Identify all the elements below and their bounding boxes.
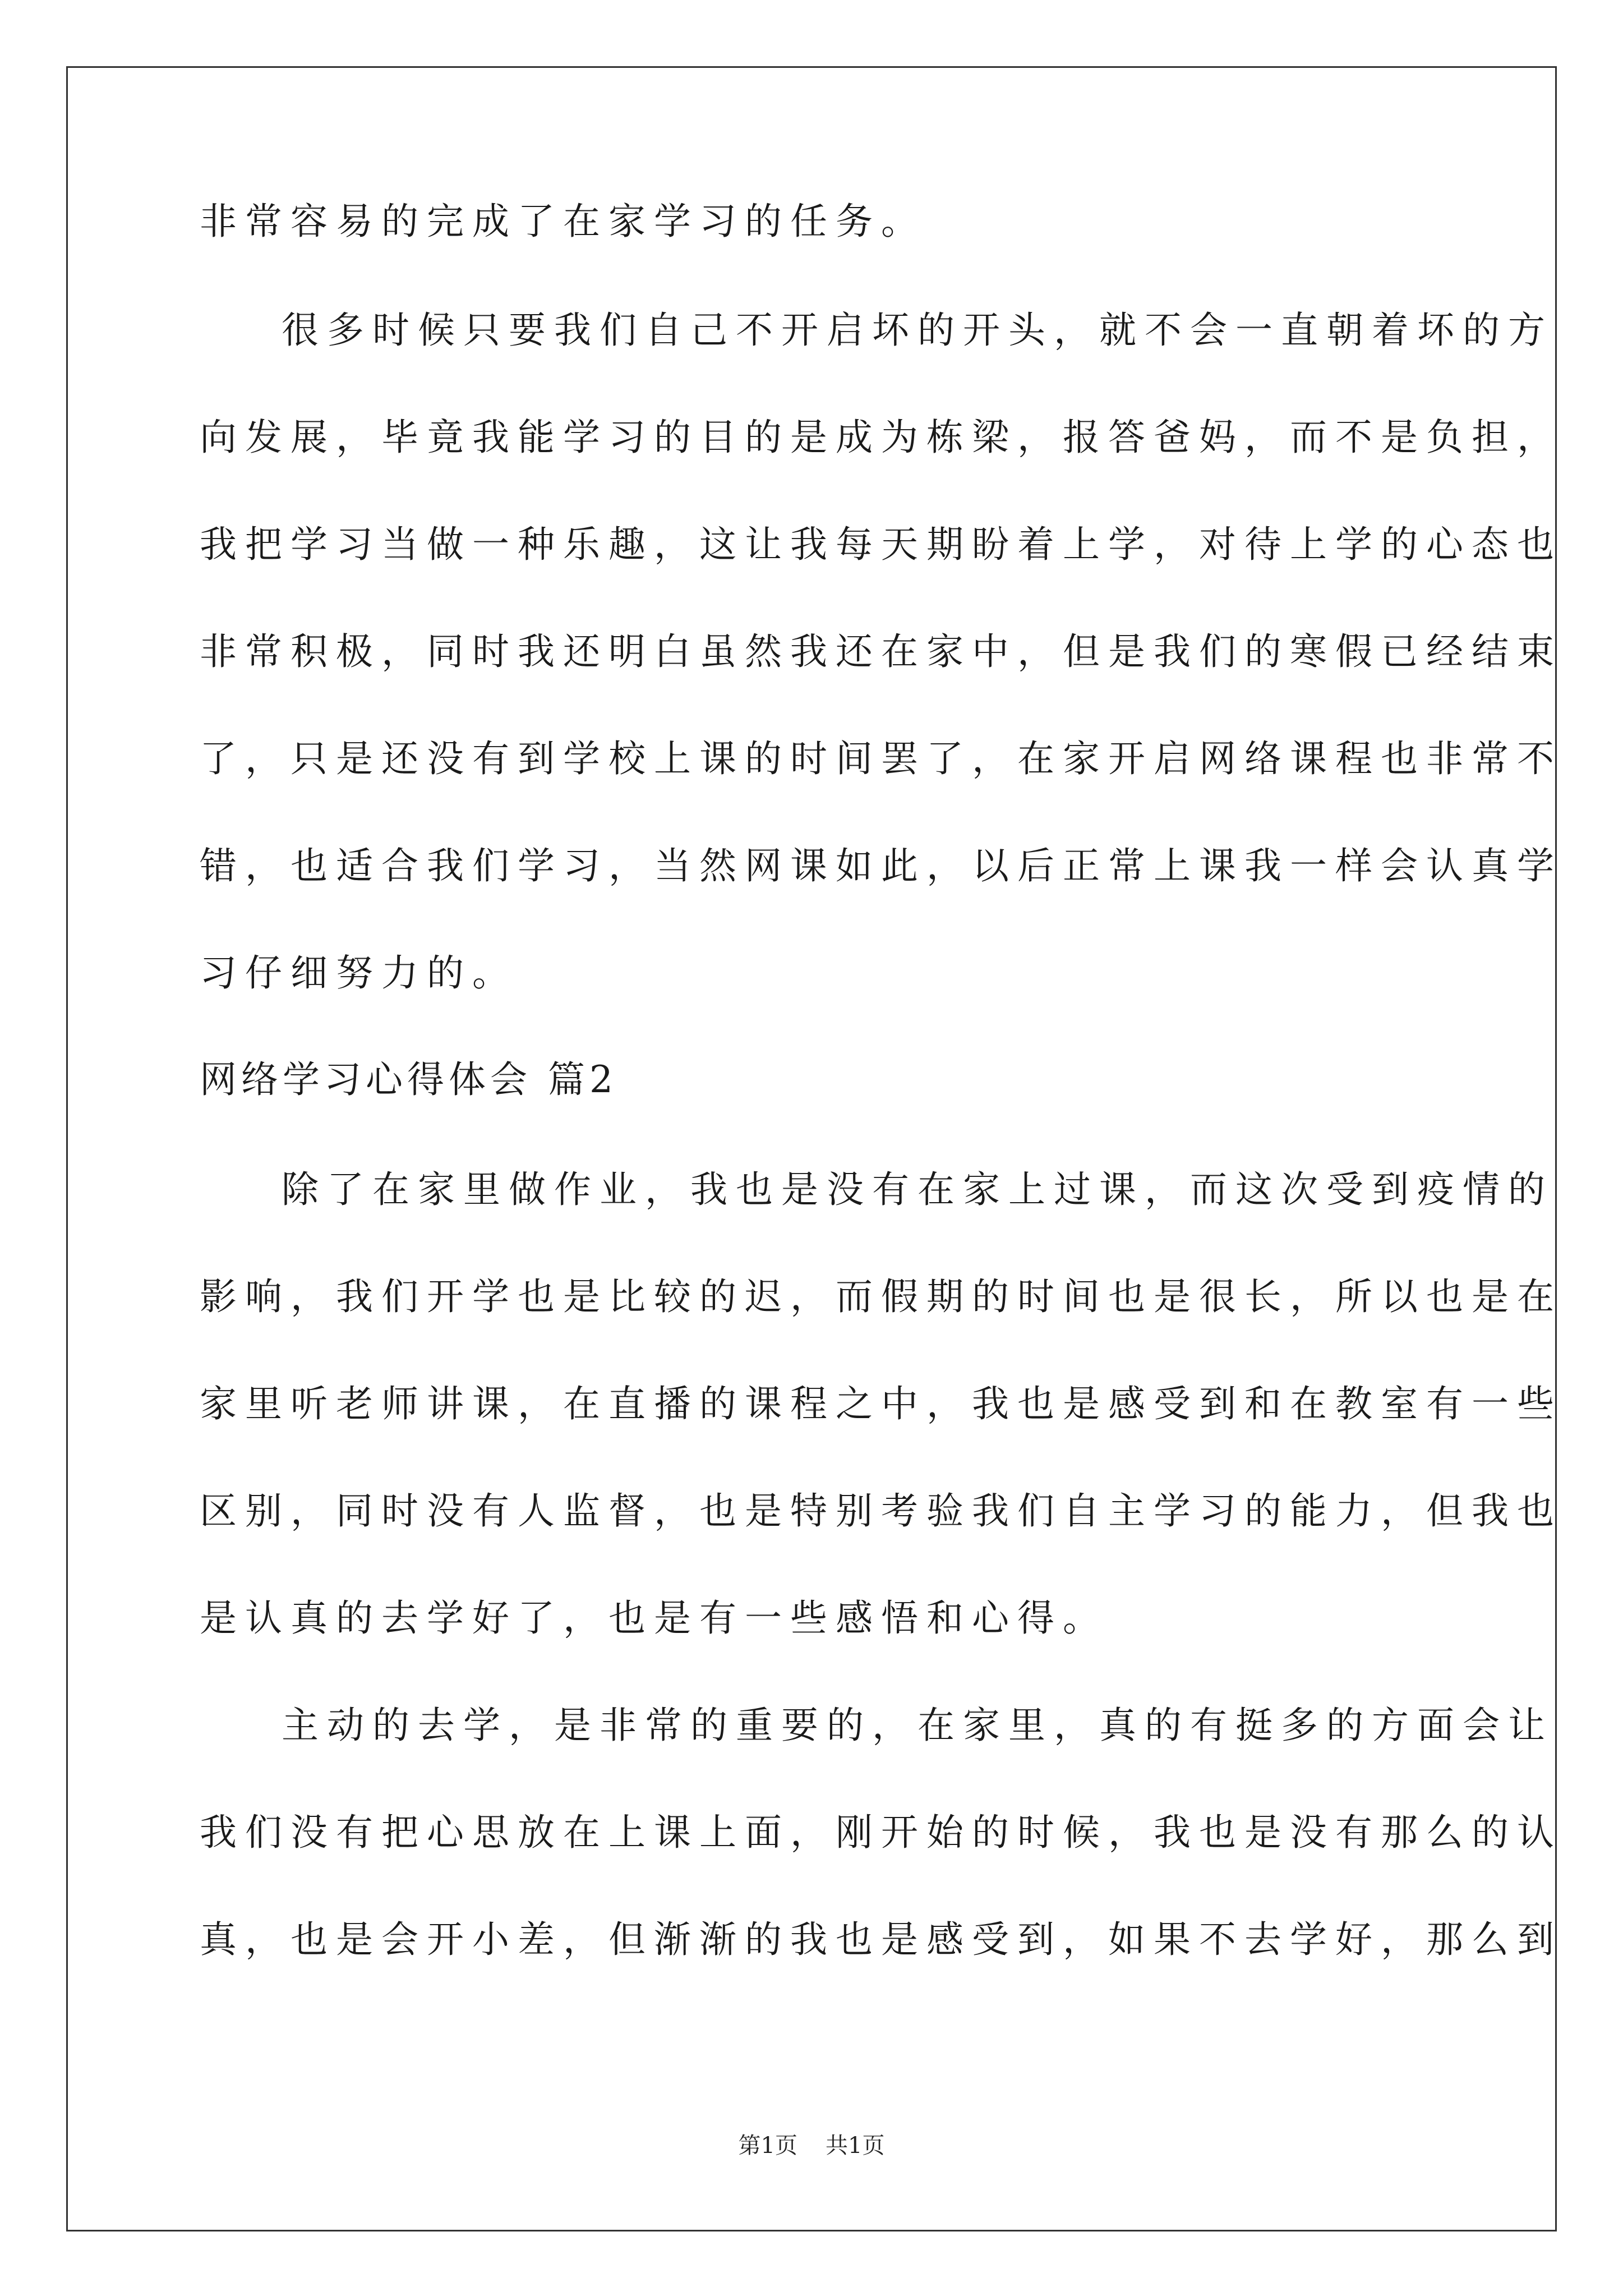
paragraph-first-line: 主动的去学，是非常的重要的，在家里，真的有挺多的方面会让 (282, 1704, 1553, 1747)
paragraph-first-line: 除了在家里做作业，我也是没有在家上过课，而这次受到疫情的 (282, 1168, 1553, 1211)
page-border (66, 66, 1557, 2231)
text-line: 非常容易的完成了在家学习的任务。 (200, 200, 926, 243)
text-line: 我把学习当做一种乐趣，这让我每天期盼着上学，对待上学的心态也 (200, 523, 1562, 566)
page-total: 共1页 (826, 2133, 885, 2159)
text-line: 家里听老师讲课，在直播的课程之中，我也是感受到和在教室有一些 (200, 1382, 1562, 1425)
text-line: 错，也适合我们学习，当然网课如此，以后正常上课我一样会认真学 (200, 844, 1562, 887)
page-footer (0, 2132, 1623, 2160)
text-line: 习仔细努力的。 (200, 951, 518, 995)
text-line: 我们没有把心思放在上课上面，刚开始的时候，我也是没有那么的认 (200, 1811, 1562, 1854)
text-line: 了，只是还没有到学校上课的时间罢了，在家开启网络课程也非常不 (200, 737, 1562, 780)
text-line: 影响，我们开学也是比较的迟，而假期的时间也是很长，所以也是在 (200, 1275, 1562, 1318)
text-line: 非常积极，同时我还明白虽然我还在家中，但是我们的寒假已经结束 (200, 630, 1562, 673)
text-line: 真，也是会开小差，但渐渐的我也是感受到，如果不去学好，那么到 (200, 1918, 1562, 1961)
text-line: 是认真的去学好了，也是有一些感悟和心得。 (200, 1596, 1108, 1640)
paragraph-first-line: 很多时候只要我们自己不开启坏的开头，就不会一直朝着坏的方 (282, 309, 1553, 352)
section-heading: 网络学习心得体会 篇2 (200, 1058, 617, 1101)
page-number: 第1页 (738, 2133, 797, 2159)
text-line: 向发展，毕竟我能学习的目的是成为栋梁，报答爸妈，而不是负担， (200, 416, 1562, 459)
text-line: 区别，同时没有人监督，也是特别考验我们自主学习的能力，但我也 (200, 1489, 1562, 1533)
